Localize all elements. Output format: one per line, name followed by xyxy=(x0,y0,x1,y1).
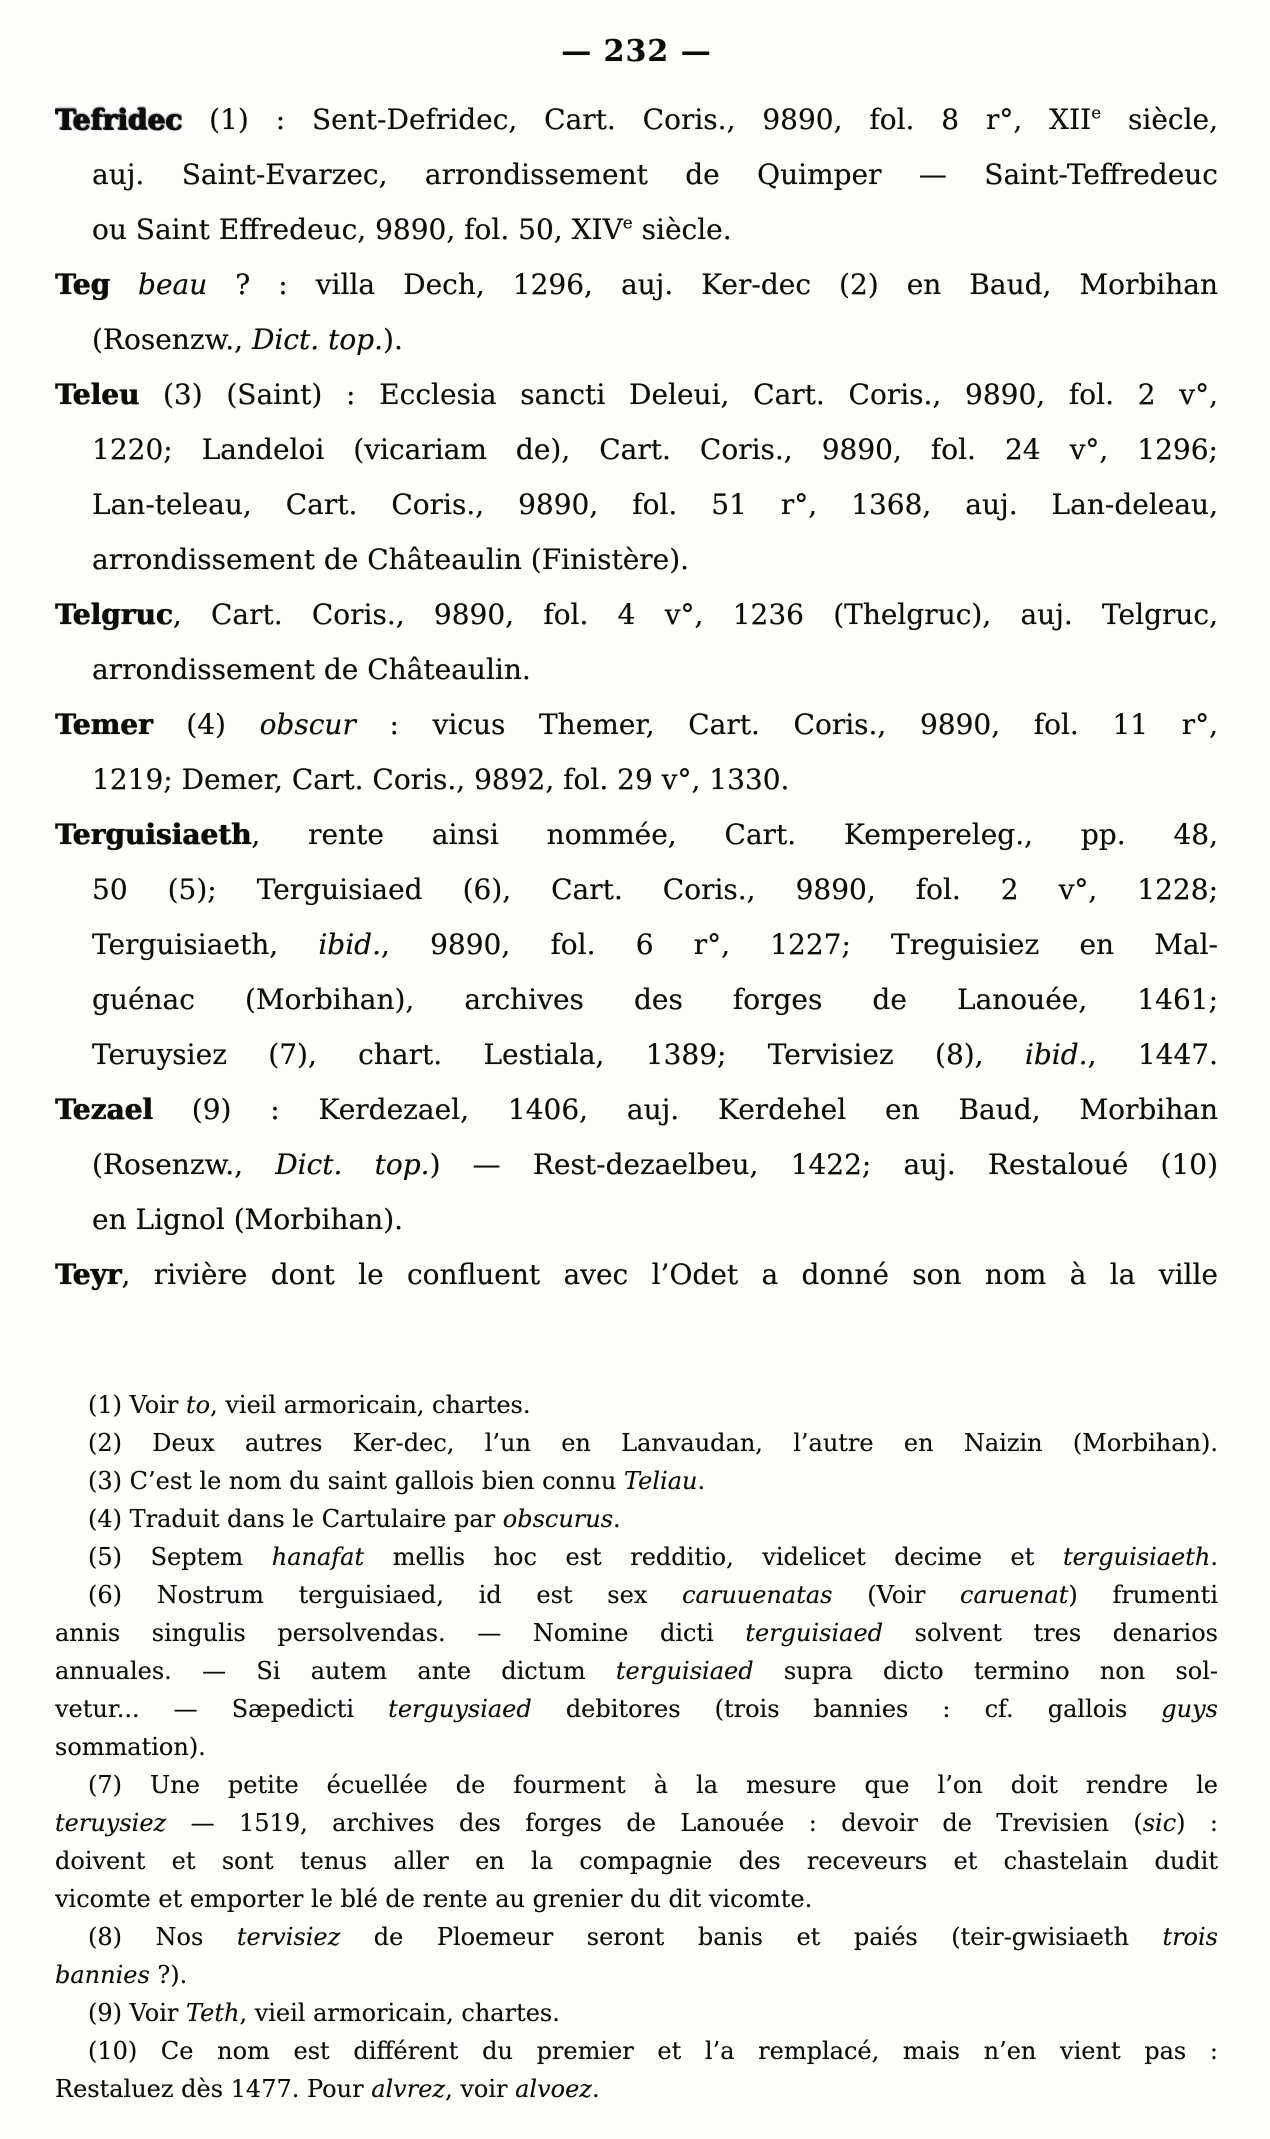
footnote xyxy=(55,2032,1218,2108)
text-run: ). xyxy=(383,323,403,356)
text-run: Dict. top. xyxy=(275,1148,430,1181)
text-run: guénac (Morbihan), archives des forges de Lanouée, 1461; xyxy=(92,983,1218,1016)
text-run: Restaluez dès 1477. Pour xyxy=(55,2075,372,2103)
text-run: terguisiaed xyxy=(615,1657,754,1685)
text-run: Teg xyxy=(55,268,111,301)
text-run: : vicus Themer, Cart. Coris., 9890, fol. 11 r°, xyxy=(355,708,1218,741)
text-run: (1) Voir xyxy=(88,1391,186,1419)
text-run: alvrez xyxy=(371,2075,446,2103)
footnote xyxy=(55,1462,1218,1500)
text-run: sommation). xyxy=(55,1733,206,1761)
footnote xyxy=(55,1386,1218,1424)
text-run: doivent et sont tenus aller en la compagnie des receveurs et chastelain dudit xyxy=(55,1847,1218,1875)
text-line xyxy=(55,147,1218,202)
dictionary-entry xyxy=(55,92,1218,257)
text-run: arrondissement de Châteaulin. xyxy=(92,653,531,686)
text-line xyxy=(55,862,1218,917)
text-run: debitores (trois bannies : cf. gallois xyxy=(531,1695,1162,1723)
text-line xyxy=(55,1690,1218,1728)
text-run: vetur... — Sæpedicti xyxy=(55,1695,389,1723)
text-run: siècle, xyxy=(1101,103,1218,136)
text-run: en Lignol (Morbihan). xyxy=(92,1203,404,1236)
text-run: ?). xyxy=(149,1961,188,1989)
text-run: alvoez xyxy=(515,2075,592,2103)
text-line xyxy=(55,807,1218,862)
text-run: annis singulis persolvendas. — Nomine dicti xyxy=(55,1619,746,1647)
text-run: tervisiez xyxy=(236,1923,341,1951)
dictionary-entry xyxy=(55,257,1218,367)
text-line xyxy=(55,477,1218,532)
text-run: obscurus xyxy=(502,1505,614,1533)
footnote xyxy=(55,1918,1218,1994)
text-run: . xyxy=(613,1505,621,1533)
text-run: ibid. xyxy=(1024,1038,1088,1071)
text-run: hanafat xyxy=(271,1543,365,1571)
text-run: Tezael xyxy=(55,1093,153,1126)
text-run: (Rosenzw., xyxy=(92,1148,276,1181)
text-run: , rente ainsi nommée, Cart. Kempereleg., pp. 48, xyxy=(251,818,1218,851)
text-run: ) : xyxy=(1176,1809,1218,1837)
text-run: caruuenatas xyxy=(682,1581,833,1609)
text-run: ) — Rest-dezaelbeu, 1422; auj. Restaloué (10) xyxy=(429,1148,1218,1181)
text-run: auj. Saint-Evarzec, arrondissement de Quimper — Saint-Teffredeuc xyxy=(92,158,1218,191)
text-line xyxy=(55,92,1218,147)
text-line xyxy=(55,972,1218,1027)
footnotes xyxy=(55,1386,1218,2108)
text-run: Teliau xyxy=(624,1467,698,1495)
text-line xyxy=(55,1880,1218,1918)
text-run: 1220; Landeloi (vicariam de), Cart. Coris., 9890, fol. 24 v°, 1296; xyxy=(92,433,1218,466)
text-run: vicomte et emporter le blé de rente au grenier du dit vicomte. xyxy=(55,1885,813,1913)
text-line xyxy=(55,1386,1218,1424)
text-line xyxy=(55,257,1218,312)
text-line xyxy=(55,1728,1218,1766)
text-run: Terguisiaeth, xyxy=(92,928,319,961)
text-run: (9) Voir xyxy=(88,1999,186,2027)
text-line xyxy=(55,1137,1218,1192)
text-run: . xyxy=(591,2075,600,2103)
text-run: guys xyxy=(1161,1695,1218,1723)
text-line xyxy=(55,1192,1218,1247)
dictionary-entry xyxy=(55,1247,1218,1302)
text-run: (Voir xyxy=(832,1581,961,1609)
text-run: supra dicto termino non sol- xyxy=(753,1657,1218,1685)
text-run: (3) C’est le nom du saint gallois bien connu xyxy=(88,1467,625,1495)
text-run: caruenat xyxy=(960,1581,1069,1609)
text-run: (2) Deux autres Ker-dec, l’un en Lanvaudan, l’autre en Naizin (Morbihan). xyxy=(88,1429,1218,1457)
footnote xyxy=(55,1424,1218,1462)
dictionary-entry xyxy=(55,807,1218,1082)
text-run: , rivière dont le confluent avec l’Odet a donné son nom à la ville xyxy=(121,1258,1218,1291)
entries xyxy=(55,92,1218,1302)
text-run: — 1519, archives des forges de Lanouée : devoir de Trevisien ( xyxy=(166,1809,1143,1837)
text-line xyxy=(55,2032,1218,2070)
text-line xyxy=(55,1027,1218,1082)
text-run: Teyr xyxy=(55,1258,122,1291)
text-run: mellis hoc est redditio, videlicet decime et xyxy=(364,1543,1063,1571)
text-line xyxy=(55,642,1218,697)
text-line xyxy=(55,532,1218,587)
text-line xyxy=(55,752,1218,807)
text-line xyxy=(55,1766,1218,1804)
text-run: terguisiaeth xyxy=(1062,1543,1211,1571)
text-run: , 1447. xyxy=(1087,1038,1218,1071)
text-run: , voir xyxy=(445,2075,516,2103)
text-run: , Cart. Coris., 9890, fol. 4 v°, 1236 (Thelgruc), auj. Telgruc, xyxy=(172,598,1218,631)
text-run: solvent tres denarios xyxy=(883,1619,1218,1647)
text-run: (7) Une petite écuellée de fourment à la mesure que l’on doit rendre le xyxy=(88,1771,1218,1799)
text-run: 1219; Demer, Cart. Coris., 9892, fol. 29 v°, 1330. xyxy=(92,763,790,796)
text-line xyxy=(55,697,1218,752)
text-run: , vieil armoricain, chartes. xyxy=(210,1391,531,1419)
footnote xyxy=(55,1994,1218,2032)
text-line xyxy=(55,1918,1218,1956)
text-run: obscur xyxy=(259,708,356,741)
text-run: Terguisiaeth xyxy=(55,818,252,851)
text-line xyxy=(55,202,1218,257)
text-line xyxy=(55,1614,1218,1652)
text-run: (4) Traduit dans le Cartulaire par xyxy=(88,1505,503,1533)
text-run: , vieil armoricain, chartes. xyxy=(239,1999,560,2027)
text-run: sic xyxy=(1142,1809,1177,1837)
text-run: (Rosenzw., xyxy=(92,323,252,356)
dictionary-entry xyxy=(55,367,1218,587)
text-line xyxy=(55,367,1218,422)
text-line xyxy=(55,1842,1218,1880)
text-line xyxy=(55,1956,1218,1994)
text-run: bannies xyxy=(55,1961,150,1989)
text-line xyxy=(55,1424,1218,1462)
text-run: ? : villa Dech, 1296, auj. Ker-dec (2) en Baud, Morbihan xyxy=(207,268,1218,301)
text-run xyxy=(110,268,138,301)
text-run: beau xyxy=(138,268,208,301)
footnote xyxy=(55,1766,1218,1918)
text-line xyxy=(55,917,1218,972)
text-run: (1) : Sent-Defridec, Cart. Coris., 9890, fol. 8 r°, XII xyxy=(182,103,1092,136)
text-run: Dict. top. xyxy=(251,323,384,356)
text-run: e xyxy=(622,212,633,233)
text-run: trois xyxy=(1162,1923,1218,1951)
text-run: teruysiez xyxy=(55,1809,167,1837)
text-line xyxy=(55,1652,1218,1690)
text-line xyxy=(55,1247,1218,1302)
text-run: . xyxy=(697,1467,706,1495)
text-run: (9) : Kerdezael, 1406, auj. Kerdehel en Baud, Morbihan xyxy=(152,1093,1218,1126)
text-line xyxy=(55,1994,1218,2032)
text-run: Temer xyxy=(55,708,153,741)
page-number: — 232 — xyxy=(561,34,712,69)
text-run: (5) Septem xyxy=(88,1543,272,1571)
text-run: , 9890, fol. 6 r°, 1227; Treguisiez en Mal- xyxy=(381,928,1218,961)
text-run: to xyxy=(185,1391,211,1419)
text-run: ibid. xyxy=(318,928,382,961)
text-run: Telgruc xyxy=(55,598,173,631)
text-run: (8) Nos xyxy=(88,1923,237,1951)
footnote xyxy=(55,1576,1218,1766)
footnote xyxy=(55,1538,1218,1576)
text-run: (3) (Saint) : Ecclesia sancti Deleui, Cart. Coris., 9890, fol. 2 v°, xyxy=(139,378,1218,411)
text-line xyxy=(55,2070,1218,2108)
dictionary-entry xyxy=(55,587,1218,697)
text-run: 50 (5); Terguisiaed (6), Cart. Coris., 9890, fol. 2 v°, 1228; xyxy=(92,873,1218,906)
text-run: (10) Ce nom est différent du premier et l’a remplacé, mais n’en vient pas : xyxy=(88,2037,1218,2065)
text-line xyxy=(55,1462,1218,1500)
text-run: ou Saint Effredeuc, 9890, fol. 50, XIV xyxy=(92,213,623,246)
text-run: terguisiaed xyxy=(745,1619,884,1647)
text-line xyxy=(55,587,1218,642)
text-run: arrondissement de Châteaulin (Finistère). xyxy=(92,543,690,576)
dictionary-entry xyxy=(55,1082,1218,1247)
text-run: e xyxy=(1091,102,1102,123)
text-run: (6) Nostrum terguisiaed, id est sex xyxy=(88,1581,683,1609)
text-run: Tefridec xyxy=(55,103,183,136)
footnote xyxy=(55,1500,1218,1538)
text-line xyxy=(55,1082,1218,1137)
text-run: Lan-teleau, Cart. Coris., 9890, fol. 51 r°, 1368, auj. Lan-deleau, xyxy=(92,488,1218,521)
text-line xyxy=(55,1500,1218,1538)
text-line xyxy=(55,1576,1218,1614)
text-line xyxy=(55,1804,1218,1842)
text-line xyxy=(55,1538,1218,1576)
text-run: siècle. xyxy=(632,213,732,246)
text-run: (4) xyxy=(152,708,260,741)
text-run: de Ploemeur seront banis et paiés (teir-gwisiaeth xyxy=(340,1923,1163,1951)
dictionary-entry xyxy=(55,697,1218,807)
text-run: terguysiaed xyxy=(388,1695,532,1723)
text-run: Teleu xyxy=(55,378,140,411)
text-run: Teruysiez (7), chart. Lestiala, 1389; Tervisiez (8), xyxy=(92,1038,1025,1071)
text-run: . xyxy=(1210,1543,1218,1571)
text-line xyxy=(55,422,1218,477)
text-run: annuales. — Si autem ante dictum xyxy=(55,1657,616,1685)
text-line xyxy=(55,312,1218,367)
text-run: ) frumenti xyxy=(1068,1581,1218,1609)
text-run: Teth xyxy=(185,1999,240,2027)
